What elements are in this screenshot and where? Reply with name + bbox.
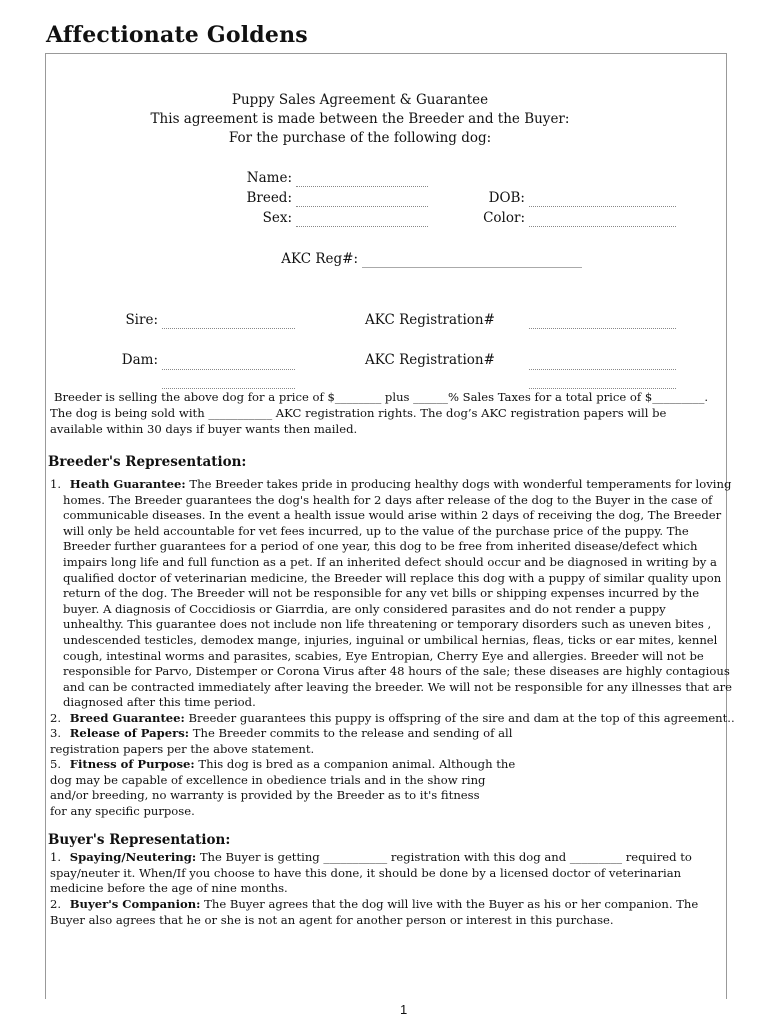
clause-line: diagnosed after this time period. — [63, 695, 256, 710]
agreement-purpose: For the purchase of the following dog: — [228, 130, 492, 146]
sire-reg-label: AKC Registration# — [365, 312, 495, 328]
registration-rights-line: The dog is being sold with ___________ AKC registration rights. The dog’s AKC registration papers will be — [50, 406, 667, 420]
dob-label: DOB: — [488, 190, 525, 206]
clause-line: Breeder further guarantees for a period of one year, this dog to be free from inherited disease/defect which — [63, 539, 698, 554]
akc-reg-label: AKC Reg#: — [281, 251, 358, 267]
sex-field[interactable] — [296, 226, 428, 227]
clause-title: Spaying/Neutering: — [69, 850, 197, 864]
clause-line: spay/neuter it. When/If you choose to have this done, it should be done by a licensed doctor of veterinarian — [50, 865, 682, 880]
clause-text: This dog is bred as a companion animal. Although the — [198, 757, 516, 771]
akc-reg-field[interactable] — [362, 267, 582, 268]
page-title: Affectionate Goldens — [46, 22, 308, 48]
clause-line: qualified doctor of veterinarian medicine, the Breeder will replace this dog with a puppy of similar quality upon — [63, 570, 722, 585]
clause-line: and can be contracted immediately after leaving the breeder. We will not be responsible for any illnesses that are — [63, 679, 733, 694]
clause-text: The Breeder commits to the release and sending of all — [192, 726, 513, 740]
clause-line: buyer. A diagnosis of Coccidiosis or Giarrdia, are only considered parasites and do not render a puppy — [63, 601, 666, 616]
clause-line: medicine before the age of nine months. — [50, 881, 288, 896]
breed-label: Breed: — [246, 190, 292, 206]
buyer-heading: Buyer's Representation: — [48, 832, 231, 848]
breeder-heading: Breeder's Representation: — [48, 454, 247, 470]
clause-line: undescended testicles, demodex mange, injuries, inguinal or umbilical hernias, fleas, ticks or ear mites, kennel — [63, 632, 718, 647]
dam-label: Dam: — [121, 352, 158, 368]
extra-blank-left[interactable] — [162, 388, 295, 389]
clause-line: for any specific purpose. — [50, 803, 195, 818]
clause-text: Breeder guarantees this puppy is offspring of the sire and dam at the top of this agreement.. — [188, 711, 735, 725]
clause-title: Fitness of Purpose: — [69, 757, 195, 771]
clause-number: 2. — [50, 711, 62, 725]
clause-number: 1. — [50, 477, 62, 491]
release-papers-clause — [50, 726, 512, 757]
sex-label: Sex: — [262, 210, 292, 226]
dam-reg-label: AKC Registration# — [365, 352, 495, 368]
clause-line: return of the dog. The Breeder will not be responsible for any vet bills or shipping expenses incurred by the — [63, 586, 700, 601]
name-label: Name: — [246, 170, 292, 186]
clause-line: communicable diseases. In the event a health issue would arise within 2 days of receiving the dog, The Breeder — [63, 508, 722, 523]
clause-line: cough, intestinal worms and parasites, scabies, Eye Entropian, Cherry Eye and allergies. Breeder will not be — [63, 648, 704, 663]
clause-title: Release of Papers: — [69, 726, 190, 740]
companion-clause — [50, 897, 698, 928]
dob-field[interactable] — [529, 206, 676, 207]
clause-line: and/or breeding, no warranty is provided by the Breeder as to it's fitness — [50, 788, 480, 803]
clause-text: The Buyer is getting ___________ registration with this dog and _________ required to — [199, 850, 692, 864]
color-label: Color: — [483, 210, 525, 226]
dam-reg-field[interactable] — [529, 369, 676, 370]
clause-line: registration papers per the above statement. — [50, 741, 315, 756]
clause-line: homes. The Breeder guarantees the dog's health for 2 days after release of the dog to the Buyer in the case of — [63, 492, 713, 507]
page-number: 1 — [400, 1002, 408, 1017]
clause-title: Heath Guarantee: — [69, 477, 186, 491]
agreement-parties: This agreement is made between the Breeder and the Buyer: — [150, 111, 570, 127]
dam-field[interactable] — [162, 369, 295, 370]
breed-field[interactable] — [296, 206, 428, 207]
clause-number: 1. — [50, 850, 62, 864]
clause-line: will only be held accountable for vet fees incurred, up to the value of the purchase price of the puppy. The — [63, 523, 689, 538]
clause-line: responsible for Parvo, Distemper or Corona Virus after 48 hours of the sale; these diseases are highly contagious — [63, 664, 730, 679]
clause-line: The Breeder takes pride in producing healthy dogs with wonderful temperaments for loving — [189, 477, 732, 491]
health-guarantee-clause — [50, 477, 733, 711]
clause-number: 3. — [50, 726, 62, 740]
clause-line: impairs long life and full function as a pet. If an inherited defect should occur and be diagnosed in writing by a — [63, 554, 717, 569]
sire-field[interactable] — [162, 328, 295, 329]
extra-blank-right[interactable] — [529, 388, 676, 389]
clause-line: unhealthy. This guarantee does not include non life threatening or temporary disorders such as uneven bites , — [63, 617, 712, 632]
fitness-purpose-clause — [50, 757, 515, 819]
price-line: Breeder is selling the above dog for a price of $________ plus ______% Sales Taxes for a total price of $_________. — [54, 390, 709, 404]
papers-line: available within 30 days if buyer wants then mailed. — [50, 422, 358, 436]
breed-guarantee-clause — [50, 711, 735, 727]
clause-title: Breed Guarantee: — [69, 711, 185, 725]
spaying-clause — [50, 850, 692, 897]
clause-title: Buyer's Companion: — [69, 897, 201, 911]
name-field[interactable] — [296, 186, 428, 187]
color-field[interactable] — [529, 226, 676, 227]
sire-label: Sire: — [125, 312, 158, 328]
agreement-title: Puppy Sales Agreement & Guarantee — [231, 92, 489, 108]
clause-number: 5. — [50, 757, 62, 771]
clause-text: The Buyer agrees that the dog will live with the Buyer as his or her companion. The — [204, 897, 699, 911]
sire-reg-field[interactable] — [529, 328, 676, 329]
clause-line: dog may be capable of excellence in obedience trials and in the show ring — [50, 772, 486, 787]
clause-line: Buyer also agrees that he or she is not an agent for another person or interest in this purchase. — [50, 912, 614, 927]
clause-number: 2. — [50, 897, 62, 911]
